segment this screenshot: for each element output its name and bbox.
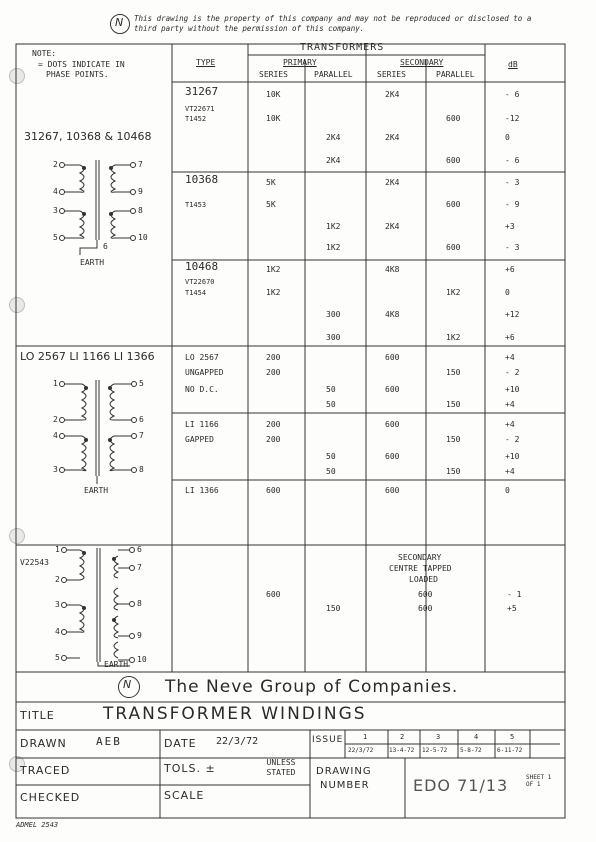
table-cell-type: VT22671 [185, 105, 215, 113]
v22543-db: +5 [507, 604, 517, 613]
issue-number: 3 [436, 733, 441, 741]
table-cell-p-parallel: 50 [326, 452, 336, 461]
table-cell-type: UNGAPPED [185, 368, 224, 377]
table-cell-p-parallel: 50 [326, 385, 336, 394]
table-cell-db: +6 [505, 333, 515, 342]
table-cell-type: T1453 [185, 201, 207, 209]
company-name: The Neve Group of Companies. [165, 677, 459, 697]
earth-label: EARTH [84, 486, 109, 495]
table-cell-p-parallel: 2K4 [326, 133, 341, 142]
table-cell-p-parallel: 2K4 [326, 156, 341, 165]
table-cell-s-parallel: 1K2 [446, 288, 461, 297]
table-cell-db: - 6 [505, 156, 520, 165]
table-cell-p-series: 5K [266, 178, 276, 187]
table-cell-type: 10468 [185, 260, 219, 273]
drawing-number: EDO 71/13 [413, 776, 509, 795]
drawing-number-label: DRAWING [316, 766, 372, 777]
table-cell-s-parallel: 600 [446, 200, 461, 209]
issue-date: 12-5-72 [422, 747, 448, 754]
note-line2: PHASE POINTS. [46, 70, 109, 79]
drawn-label: DRAWN [20, 737, 67, 750]
checked-label: CHECKED [20, 791, 81, 804]
table-title: TRANSFORMERS [300, 42, 385, 53]
table-cell-db: - 6 [505, 90, 520, 99]
table-cell-s-series: 600 [385, 353, 400, 362]
title-label: TITLE [20, 709, 55, 722]
col-s-parallel: PARALLEL [436, 70, 475, 79]
table-cell-db: 0 [505, 133, 510, 142]
table-cell-s-series: 600 [385, 486, 400, 495]
col-p-parallel: PARALLEL [314, 70, 353, 79]
table-cell-s-series: 2K4 [385, 133, 400, 142]
date-value: 22/3/72 [216, 736, 259, 747]
table-cell-p-parallel: 1K2 [326, 243, 341, 252]
drawing-number-label: NUMBER [320, 780, 370, 791]
v22543-primary-parallel: 150 [326, 604, 341, 613]
pin-label: 1 [55, 545, 60, 554]
issue-date: 5-8-72 [460, 747, 482, 754]
earth-label: EARTH [80, 258, 105, 267]
table-cell-p-series: 200 [266, 435, 281, 444]
table-cell-db: -12 [505, 114, 520, 123]
v22543-primary-series: 600 [266, 590, 281, 599]
scale-label: SCALE [164, 789, 205, 802]
table-cell-db: +4 [505, 400, 515, 409]
table-cell-s-parallel: 150 [446, 400, 461, 409]
table-cell-s-parallel: 150 [446, 435, 461, 444]
issue-number: 4 [474, 733, 479, 741]
table-cell-type: NO D.C. [185, 385, 219, 394]
table-cell-type: LI 1166 [185, 420, 219, 429]
table-cell-p-series: 200 [266, 368, 281, 377]
table-cell-type: 10368 [185, 173, 219, 186]
pin-label: 8 [139, 465, 144, 474]
earth-label: EARTH [104, 660, 129, 669]
pin-label: 8 [138, 206, 143, 215]
table-cell-db: - 3 [505, 243, 520, 252]
table-cell-s-series: 2K4 [385, 90, 400, 99]
col-secondary: SECONDARY [400, 58, 444, 67]
copyright-notice: This drawing is the property of this company and may not be reproduced or disclosed to a third party without the permission of this company. [134, 14, 532, 33]
v22543-secondary: 600 [418, 604, 433, 613]
table-cell-p-parallel: 50 [326, 400, 336, 409]
pin-label: 3 [53, 206, 58, 215]
table-cell-db: +4 [505, 420, 515, 429]
table-cell-p-series: 600 [266, 486, 281, 495]
pin-label: 10 [138, 233, 148, 242]
drawing-title: TRANSFORMER WINDINGS [103, 704, 367, 724]
table-cell-p-parallel: 50 [326, 467, 336, 476]
pin-label: 6 [137, 545, 142, 554]
pin-label: 1 [53, 379, 58, 388]
note-line1: = DOTS INDICATE IN [38, 60, 125, 69]
table-cell-s-series: 2K4 [385, 222, 400, 231]
pin-label: 6 [139, 415, 144, 424]
issue-label: ISSUE [312, 735, 344, 745]
table-cell-type: T1452 [185, 115, 207, 123]
pin-label: 7 [138, 160, 143, 169]
table-cell-p-series: 200 [266, 353, 281, 362]
issue-date: 22/3/72 [348, 747, 374, 754]
table-cell-p-series: 1K2 [266, 265, 281, 274]
table-cell-type: LI 1366 [185, 486, 219, 495]
issue-number: 5 [510, 733, 515, 741]
pin-label: 9 [137, 631, 142, 640]
pin-label: 7 [139, 431, 144, 440]
pin-label: 7 [137, 563, 142, 572]
issue-date: 6-11-72 [497, 747, 523, 754]
sheet-number: SHEET 1 OF 1 [526, 774, 552, 788]
table-cell-p-series: 200 [266, 420, 281, 429]
table-cell-db: - 2 [505, 435, 520, 444]
pin-label: 2 [53, 160, 58, 169]
table-cell-type: 31267 [185, 85, 219, 98]
table-cell-s-parallel: 600 [446, 156, 461, 165]
date-label: DATE [164, 737, 197, 750]
col-p-series: SERIES [259, 70, 288, 79]
pin-label: 4 [55, 627, 60, 636]
issue-number: 2 [400, 733, 405, 741]
table-cell-db: +12 [505, 310, 520, 319]
pin-label: 10 [137, 655, 147, 664]
table-cell-p-parallel: 300 [326, 333, 341, 342]
pin-label: 2 [55, 575, 60, 584]
table-cell-type: T1454 [185, 289, 207, 297]
table-cell-type: VT22670 [185, 278, 215, 286]
table-cell-db: +6 [505, 265, 515, 274]
table-cell-s-series: 4K8 [385, 310, 400, 319]
v22543-note: SECONDARY [398, 553, 442, 562]
table-cell-s-parallel: 150 [446, 467, 461, 476]
v22543-secondary: 600 [418, 590, 433, 599]
table-cell-db: - 3 [505, 178, 520, 187]
pin-label: 4 [53, 187, 58, 196]
table-cell-db: - 9 [505, 200, 520, 209]
table-cell-db: +4 [505, 353, 515, 362]
table-cell-s-series: 4K8 [385, 265, 400, 274]
table-cell-s-series: 600 [385, 420, 400, 429]
traced-label: TRACED [20, 764, 71, 777]
table-cell-s-parallel: 600 [446, 114, 461, 123]
pin-label: 5 [55, 653, 60, 662]
table-cell-s-parallel: 600 [446, 243, 461, 252]
pin-label: 2 [53, 415, 58, 424]
pin-label: 3 [53, 465, 58, 474]
neve-logo-icon [118, 676, 140, 698]
table-cell-p-series: 5K [266, 200, 276, 209]
pin-label: 3 [55, 600, 60, 609]
table-cell-db: +10 [505, 452, 520, 461]
pin-label: 5 [53, 233, 58, 242]
group1-label: 31267, 10368 & 10468 [24, 130, 152, 143]
table-cell-type: GAPPED [185, 435, 214, 444]
table-cell-s-parallel: 1K2 [446, 333, 461, 342]
v22543-note: LOADED [409, 575, 438, 584]
tols-label: TOLS. ± [164, 762, 216, 775]
note-title: NOTE: [32, 49, 57, 58]
unless-stated: UNLESS STATED [266, 758, 296, 777]
col-db: dB [508, 60, 518, 69]
form-reference: ADMEL 2543 [16, 821, 59, 829]
table-cell-db: 0 [505, 288, 510, 297]
pin-label: 8 [137, 599, 142, 608]
table-cell-p-series: 10K [266, 90, 281, 99]
table-cell-db: +3 [505, 222, 515, 231]
col-primary: PRIMARY [283, 58, 317, 67]
table-cell-db: +10 [505, 385, 520, 394]
group3-label: V22543 [20, 558, 49, 567]
issue-number: 1 [363, 733, 368, 741]
group2-label: LO 2567 LI 1166 LI 1366 [20, 350, 155, 363]
issue-date: 13-4-72 [389, 747, 415, 754]
table-cell-p-parallel: 1K2 [326, 222, 341, 231]
v22543-note: CENTRE TAPPED [389, 564, 452, 573]
drawn-value: AEB [96, 735, 122, 748]
table-cell-type: LO 2567 [185, 353, 219, 362]
pin-label: 4 [53, 431, 58, 440]
col-s-series: SERIES [377, 70, 406, 79]
table-cell-db: +4 [505, 467, 515, 476]
table-cell-s-series: 600 [385, 385, 400, 394]
table-cell-p-series: 10K [266, 114, 281, 123]
table-cell-p-parallel: 300 [326, 310, 341, 319]
pin-label: 5 [139, 379, 144, 388]
col-type: TYPE [196, 58, 216, 67]
table-cell-s-series: 600 [385, 452, 400, 461]
table-cell-db: 0 [505, 486, 510, 495]
table-cell-s-series: 2K4 [385, 178, 400, 187]
table-cell-p-series: 1K2 [266, 288, 281, 297]
v22543-db: - 1 [507, 590, 522, 599]
table-cell-db: - 2 [505, 368, 520, 377]
table-cell-s-parallel: 150 [446, 368, 461, 377]
pin-label: 9 [138, 187, 143, 196]
pin-label: 6 [103, 242, 108, 251]
